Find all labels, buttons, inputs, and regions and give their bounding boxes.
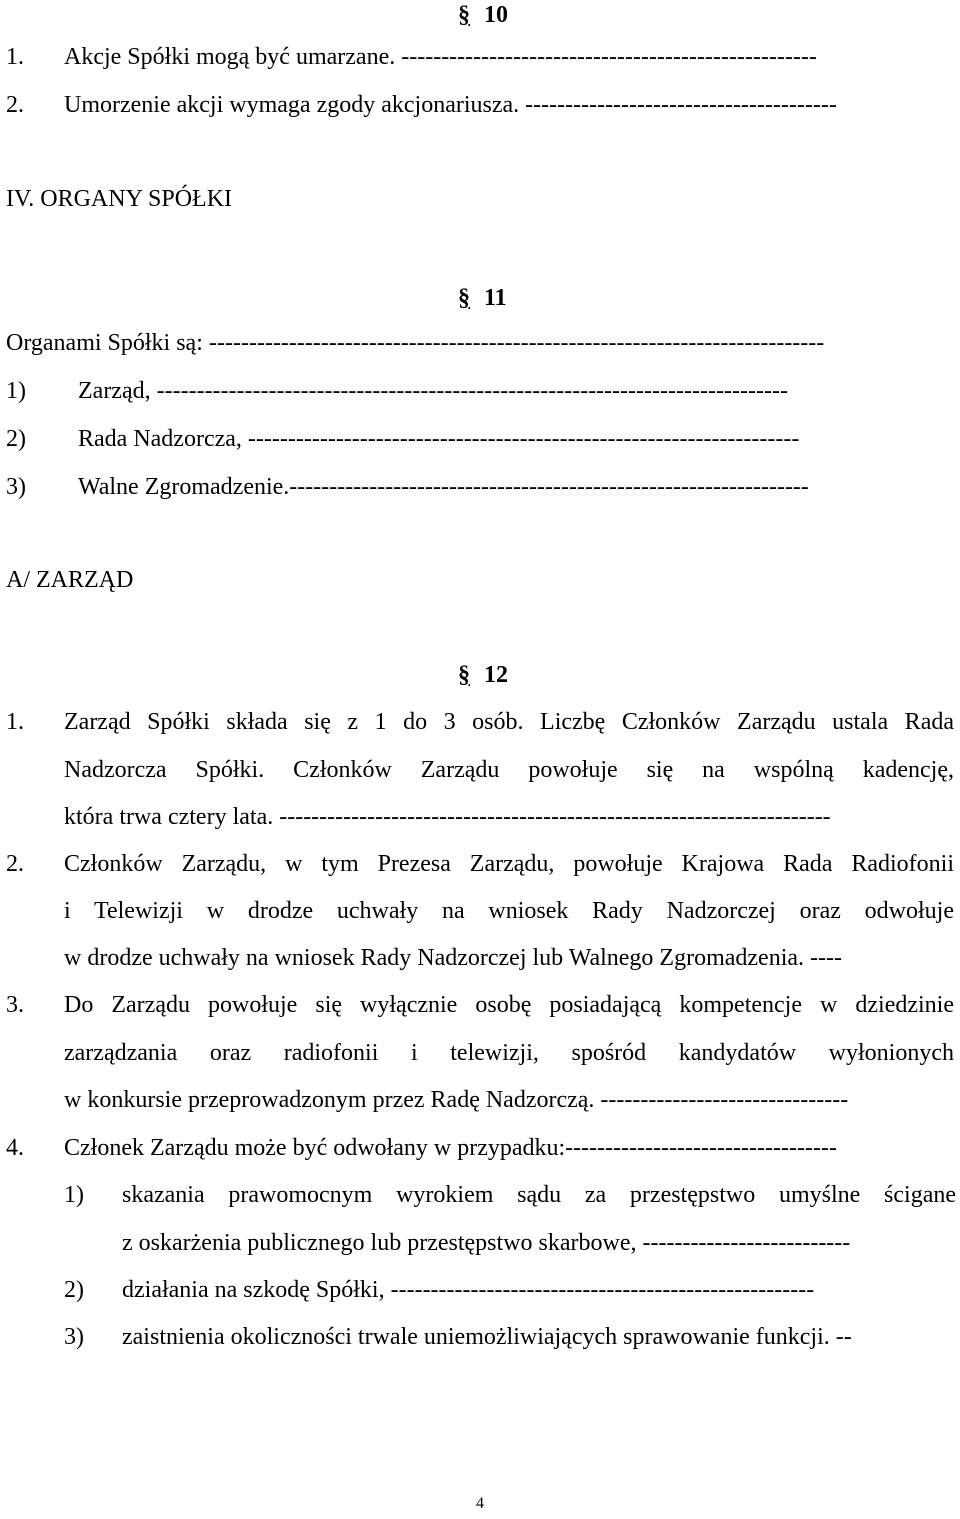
s11-item-2-number: 2)	[6, 426, 26, 452]
section-symbol: §	[458, 285, 470, 311]
s12-p1-line-1: Zarząd Spółki składa się z 1 do 3 osób. Liczbę Członków Zarządu ustala Rada	[64, 709, 954, 735]
s10-item-2-text: Umorzenie akcji wymaga zgody akcjonariusza. ---------------------------------------	[64, 92, 837, 118]
s12-p4-number: 4.	[6, 1135, 24, 1161]
s10-item-2-number: 2.	[6, 92, 24, 118]
s11-item-3-number: 3)	[6, 474, 26, 500]
s10-item-1-text: Akcje Spółki mogą być umarzane. ----------------------------------------------------	[64, 44, 817, 70]
s12-p1-line-3: która trwa cztery lata. ---------------------------------------------------------------------	[64, 804, 831, 830]
s11-item-3-text: Walne Zgromadzenie.-----------------------------------------------------------------	[78, 474, 809, 500]
section-number: 12	[484, 662, 508, 688]
s12-p1-number: 1.	[6, 709, 24, 735]
section-number: 11	[484, 285, 507, 311]
s12-p4-sub-2-number: 2)	[64, 1277, 84, 1303]
s12-p3-line-3: w konkursie przeprowadzonym przez Radę Nadzorczą. -------------------------------	[64, 1087, 849, 1113]
s12-p2-line-2: i Telewizji w drodze uchwały na wniosek Rady Nadzorczej oraz odwołuje	[64, 898, 954, 924]
section-11-heading	[458, 283, 507, 313]
s12-p3-line-2: zarządzania oraz radiofonii i telewizji, spośród kandydatów wyłonionych	[64, 1040, 954, 1066]
section-number: 10	[484, 2, 508, 28]
section-10-heading	[458, 0, 508, 30]
chapter-heading: IV. ORGANY SPÓŁKI	[6, 186, 233, 212]
s12-p4-text: Członek Zarządu może być odwołany w przypadku:----------------------------------	[64, 1135, 837, 1161]
s11-item-1-text: Zarząd, -------------------------------------------------------------------------------	[78, 378, 788, 404]
s12-p3-line-1: Do Zarządu powołuje się wyłącznie osobę posiadającą kompetencje w dziedzinie	[64, 992, 954, 1018]
s11-item-1-number: 1)	[6, 378, 26, 404]
s11-item-2-text: Rada Nadzorcza, ---------------------------------------------------------------------	[78, 426, 800, 452]
section-symbol: §	[458, 2, 470, 28]
s10-item-1-number: 1.	[6, 44, 24, 70]
s11-intro: Organami Spółki są: -----------------------------------------------------------------------------	[6, 330, 825, 356]
subheading-zarzad: A/ ZARZĄD	[6, 567, 134, 593]
s12-p2-line-3: w drodze uchwały na wniosek Rady Nadzorczej lub Walnego Zgromadzenia. ----	[64, 945, 842, 971]
s12-p4-sub-2-text: działania na szkodę Spółki, -----------------------------------------------------	[122, 1277, 815, 1303]
s12-p4-sub-1-line-2: z oskarżenia publicznego lub przestępstwo skarbowe, --------------------------	[122, 1230, 851, 1256]
s12-p3-number: 3.	[6, 992, 24, 1018]
s12-p1-line-2: Nadzorcza Spółki. Członków Zarządu powołuje się na wspólną kadencję,	[64, 757, 954, 783]
s12-p4-sub-1-number: 1)	[64, 1182, 84, 1208]
page-number: 4	[476, 1495, 484, 1512]
s12-p2-number: 2.	[6, 851, 24, 877]
section-symbol: §	[458, 662, 470, 688]
section-12-heading	[458, 660, 508, 690]
s12-p4-sub-3-text: zaistnienia okoliczności trwale uniemożliwiających sprawowanie funkcji. --	[122, 1324, 852, 1350]
s12-p4-sub-3-number: 3)	[64, 1324, 84, 1350]
s12-p2-line-1: Członków Zarządu, w tym Prezesa Zarządu, powołuje Krajowa Rada Radiofonii	[64, 851, 954, 877]
s12-p4-sub-1-line-1: skazania prawomocnym wyrokiem sądu za przestępstwo umyślne ścigane	[122, 1182, 956, 1208]
